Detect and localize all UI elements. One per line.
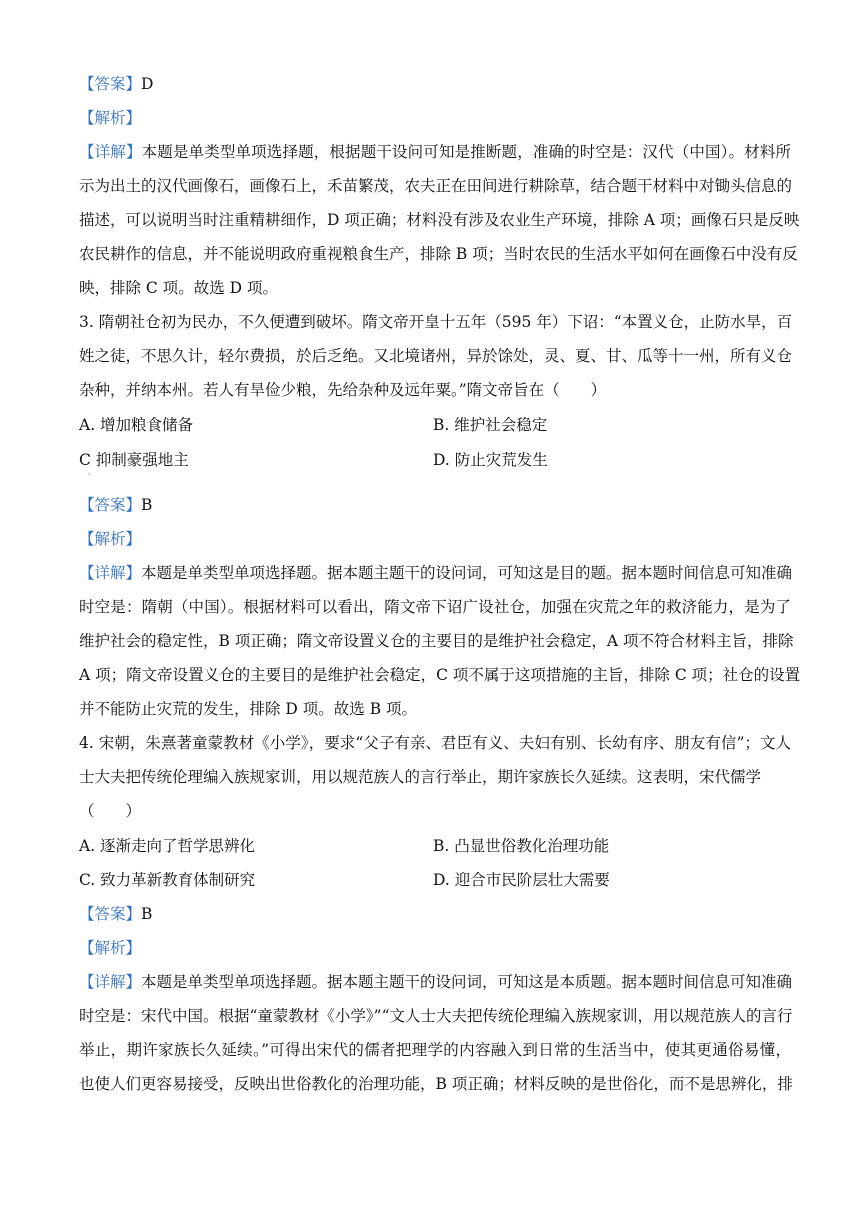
detail-line: 【详解】本题是单类型单项选择题。据本题主题干的设问词，可知这是本质题。据本题时间信息可知准确 xyxy=(79,973,793,991)
detail-label: 【详解】 xyxy=(79,973,142,991)
answer-value: B xyxy=(141,905,153,923)
detail-line: 并不能防止灾荒的发生，排除 D 项。故选 B 项。 xyxy=(79,700,418,718)
detail-line: 【详解】本题是单类型单项选择题。据本题主题干的设问词，可知这是目的题。据本题时间信息可知准确 xyxy=(79,564,793,582)
analysis-label: 【解析】 xyxy=(79,939,142,957)
analysis-label: 【解析】 xyxy=(79,530,142,548)
question-3-option-c: C 抑制豪强地主 xyxy=(79,451,189,469)
answer-value: D xyxy=(141,75,154,93)
detail-line: 【详解】本题是单类型单项选择题，根据题干设问可知是推断题，准确的时空是：汉代（中国）。材料所 xyxy=(79,143,791,161)
detail-line: 也使人们更容易接受，反映出世俗教化的治理功能，B 项正确；材料反映的是世俗化，而不是思辨化，排 xyxy=(79,1075,793,1093)
question-4-stem-line: （ ） xyxy=(79,802,142,820)
answer-label: 【答案】 xyxy=(79,75,142,93)
question-4-option-b: B. 凸显世俗教化治理功能 xyxy=(433,837,610,855)
question-3-stem-line: 姓之徒，不思久计，轻尔费损，於后乏绝。又北境诸州，异於馀处，灵、夏、甘、瓜等十一州，所有义仓 xyxy=(79,347,793,365)
answer-row xyxy=(79,904,791,924)
detail-line: 描述，可以说明当时注重精耕细作，D 项正确；材料没有涉及农业生产环境，排除 A 项；画像石只是反映 xyxy=(79,211,800,229)
question-4-option-c: C. 致力革新教育体制研究 xyxy=(79,871,256,889)
question-3-stem-line: 3. 隋朝社仓初为民办，不久便遭到破坏。隋文帝开皇十五年（595 年）下诏：“本置义仓，止防水旱，百 xyxy=(79,313,793,331)
analysis-label: 【解析】 xyxy=(79,109,142,127)
stray-dot: · xyxy=(88,470,91,479)
answer-label: 【答案】 xyxy=(79,496,142,514)
answer-label: 【答案】 xyxy=(79,905,142,923)
question-4-stem-line: 士大夫把传统伦理编入族规家训，用以规范族人的言行举止，期许家族长久延续。这表明，宋代儒学 xyxy=(79,768,762,786)
detail-line: 举止，期许家族长久延续。”可得出宋代的儒者把理学的内容融入到日常的生活当中，使其更通俗易懂， xyxy=(79,1041,791,1059)
detail-line: 映，排除 C 项。故选 D 项。 xyxy=(79,279,278,297)
detail-line: 农民耕作的信息，并不能说明政府重视粮食生产，排除 B 项；当时农民的生活水平如何在画像石中没有反 xyxy=(79,245,798,263)
detail-line: 示为出土的汉代画像石，画像石上，禾苗繁茂，农夫正在田间进行耕除草，结合题干材料中对锄头信息的 xyxy=(79,177,793,195)
detail-label: 【详解】 xyxy=(79,143,142,161)
answer-row xyxy=(79,495,791,515)
question-3-option-d: D. 防止灾荒发生 xyxy=(433,451,548,469)
question-3-option-a: A. 增加粮食储备 xyxy=(79,416,194,434)
question-3-stem-line: 杂种，并纳本州。若人有旱俭少粮，先给杂种及远年粟。”隋文帝旨在（ ） xyxy=(79,381,607,399)
detail-line: 时空是：隋朝（中国）。根据材料可以看出，隋文帝下诏广设社仓，加强在灾荒之年的救济能力，是为了 xyxy=(79,598,791,616)
answer-row xyxy=(79,74,791,94)
question-4-stem-line: 4. 宋朝，朱熹著童蒙教材《小学》，要求“父子有亲、君臣有义、夫妇有别、长幼有序、朋友有信”；文人 xyxy=(79,734,791,752)
question-4-option-d: D. 迎合市民阶层壮大需要 xyxy=(433,871,610,889)
detail-line: A 项；隋文帝设置义仓的主要目的是维护社会稳定，C 项不属于这项措施的主旨，排除 C 项；社仓的设置 xyxy=(79,666,801,684)
question-3-option-b: B. 维护社会稳定 xyxy=(433,416,548,434)
question-4-option-a: A. 逐渐走向了哲学思辨化 xyxy=(79,837,256,855)
answer-value: B xyxy=(141,496,153,514)
detail-label: 【详解】 xyxy=(79,564,142,582)
detail-line: 时空是：宋代中国。根据“童蒙教材《小学》”“文人士大夫把传统伦理编入族规家训，用以规范族人的言行 xyxy=(79,1007,793,1025)
detail-line: 维护社会的稳定性，B 项正确；隋文帝设置义仓的主要目的是维护社会稳定，A 项不符合材料主旨，排除 xyxy=(79,632,794,650)
